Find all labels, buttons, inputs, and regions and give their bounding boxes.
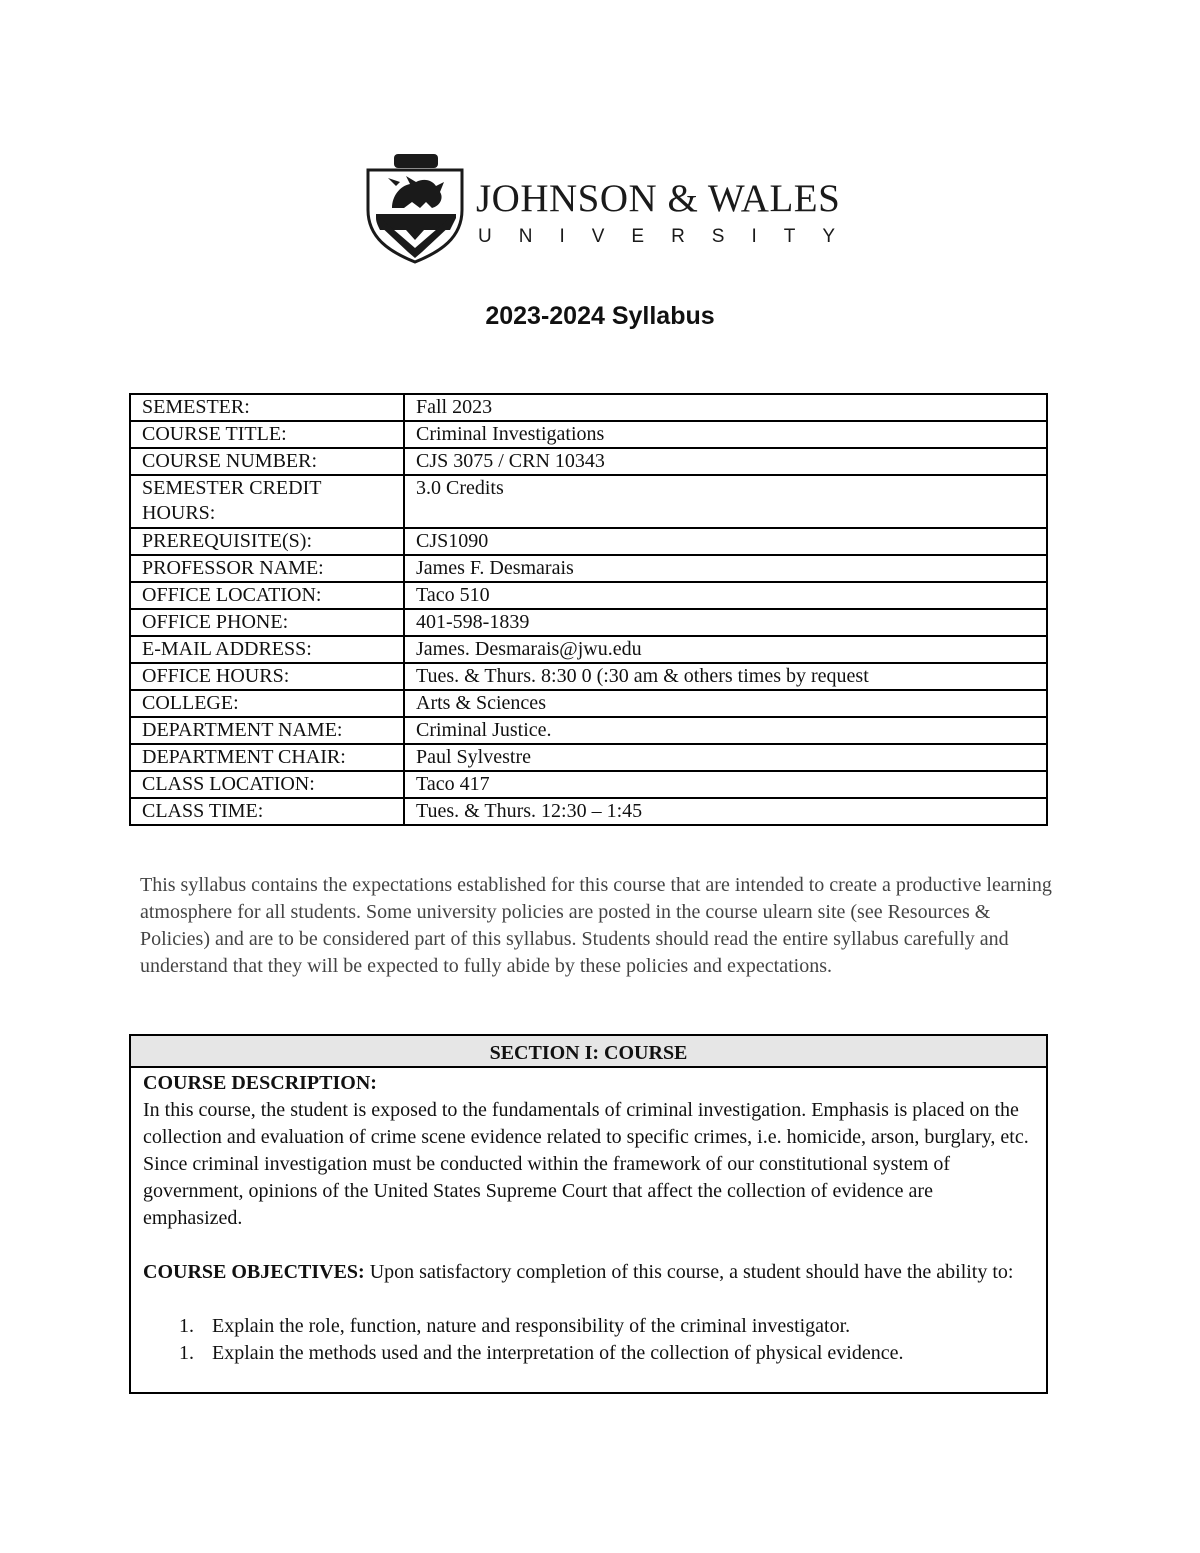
row-label: SEMESTER CREDIT HOURS: [130, 475, 404, 528]
course-description [143, 1070, 1034, 1232]
row-value: Arts & Sciences [404, 690, 1047, 717]
row-label: COURSE NUMBER: [130, 448, 404, 475]
table-row [130, 609, 1047, 636]
crest-shield-icon [366, 152, 466, 264]
course-description-label: COURSE DESCRIPTION: [143, 1072, 377, 1094]
objectives-list [143, 1313, 1034, 1367]
table-row [130, 475, 1047, 528]
table-row [130, 448, 1047, 475]
table-row [130, 798, 1047, 825]
page-title: 2023-2024 Syllabus [485, 302, 715, 330]
row-value: Tues. & Thurs. 12:30 – 1:45 [404, 798, 1047, 825]
row-label: CLASS LOCATION: [130, 771, 404, 798]
row-value: Criminal Justice. [404, 717, 1047, 744]
table-row [130, 663, 1047, 690]
row-label: COLLEGE: [130, 690, 404, 717]
list-item-number: 1. [179, 1342, 194, 1364]
table-row [130, 771, 1047, 798]
row-label: PREREQUISITE(S): [130, 528, 404, 555]
list-item-number: 1. [179, 1315, 194, 1337]
row-value: Criminal Investigations [404, 421, 1047, 448]
row-value: Paul Sylvestre [404, 744, 1047, 771]
row-value: Tues. & Thurs. 8:30 0 (:30 am & others times by request [404, 663, 1047, 690]
list-item-text: Explain the role, function, nature and responsibility of the criminal investigator. [212, 1315, 851, 1337]
row-value: Taco 417 [404, 771, 1047, 798]
course-objectives [143, 1259, 1034, 1286]
row-value: CJS 3075 / CRN 10343 [404, 448, 1047, 475]
row-label: OFFICE HOURS: [130, 663, 404, 690]
section-course-box [129, 1034, 1048, 1394]
row-value: 401-598-1839 [404, 609, 1047, 636]
row-label: E-MAIL ADDRESS: [130, 636, 404, 663]
logo-wordmark: JOHNSON & WALES [476, 177, 841, 220]
row-label: CLASS TIME: [130, 798, 404, 825]
table-row [130, 690, 1047, 717]
row-value: Fall 2023 [404, 394, 1047, 421]
course-info-table [129, 393, 1048, 826]
table-row [130, 528, 1047, 555]
table-row [130, 394, 1047, 421]
table-row [130, 717, 1047, 744]
row-label: OFFICE LOCATION: [130, 582, 404, 609]
intro-paragraph: This syllabus contains the expectations established for this course that are intended to create a productive learning atmosphere for all students. Some university policies are posted in the course ulearn site (see Resources & Policies) and are to be considered part of this syllabus. Students should read the entire syllabus carefully and understand that they will be expected to fully abide by these policies and expectations. [140, 874, 1052, 977]
table-row [130, 636, 1047, 663]
table-row [130, 555, 1047, 582]
row-label: SEMESTER: [130, 394, 404, 421]
section-heading: SECTION I: COURSE [131, 1036, 1046, 1068]
course-description-text: In this course, the student is exposed to the fundamentals of criminal investigation. Emphasis is placed on the collection and evaluation of crime scene evidence related to specific crimes, i.e. homicide, arson, burglary, etc. Since criminal investigation must be conducted within the framework of our constitutional system of government, opinions of the United States Supreme Court that affect the collection of evidence are emphasized. [143, 1099, 1029, 1229]
row-label: DEPARTMENT CHAIR: [130, 744, 404, 771]
table-row [130, 582, 1047, 609]
row-label: COURSE TITLE: [130, 421, 404, 448]
section-body [131, 1068, 1046, 1367]
row-value: CJS1090 [404, 528, 1047, 555]
university-logo [366, 152, 863, 264]
row-value: James F. Desmarais [404, 555, 1047, 582]
row-value: Taco 510 [404, 582, 1047, 609]
row-label: DEPARTMENT NAME: [130, 717, 404, 744]
list-item [143, 1340, 1034, 1367]
table-row [130, 421, 1047, 448]
table-row [130, 744, 1047, 771]
course-objectives-text: Upon satisfactory completion of this course, a student should have the ability to: [369, 1261, 1014, 1283]
row-label: OFFICE PHONE: [130, 609, 404, 636]
row-label: PROFESSOR NAME: [130, 555, 404, 582]
email-value[interactable]: James. Desmarais@jwu.edu [404, 636, 1047, 663]
course-objectives-label: COURSE OBJECTIVES: [143, 1261, 365, 1283]
list-item [143, 1313, 1034, 1340]
row-value: 3.0 Credits [404, 475, 1047, 528]
list-item-text: Explain the methods used and the interpretation of the collection of physical evidence. [212, 1342, 904, 1364]
logo-subtitle: UNIVERSITY [478, 226, 863, 247]
